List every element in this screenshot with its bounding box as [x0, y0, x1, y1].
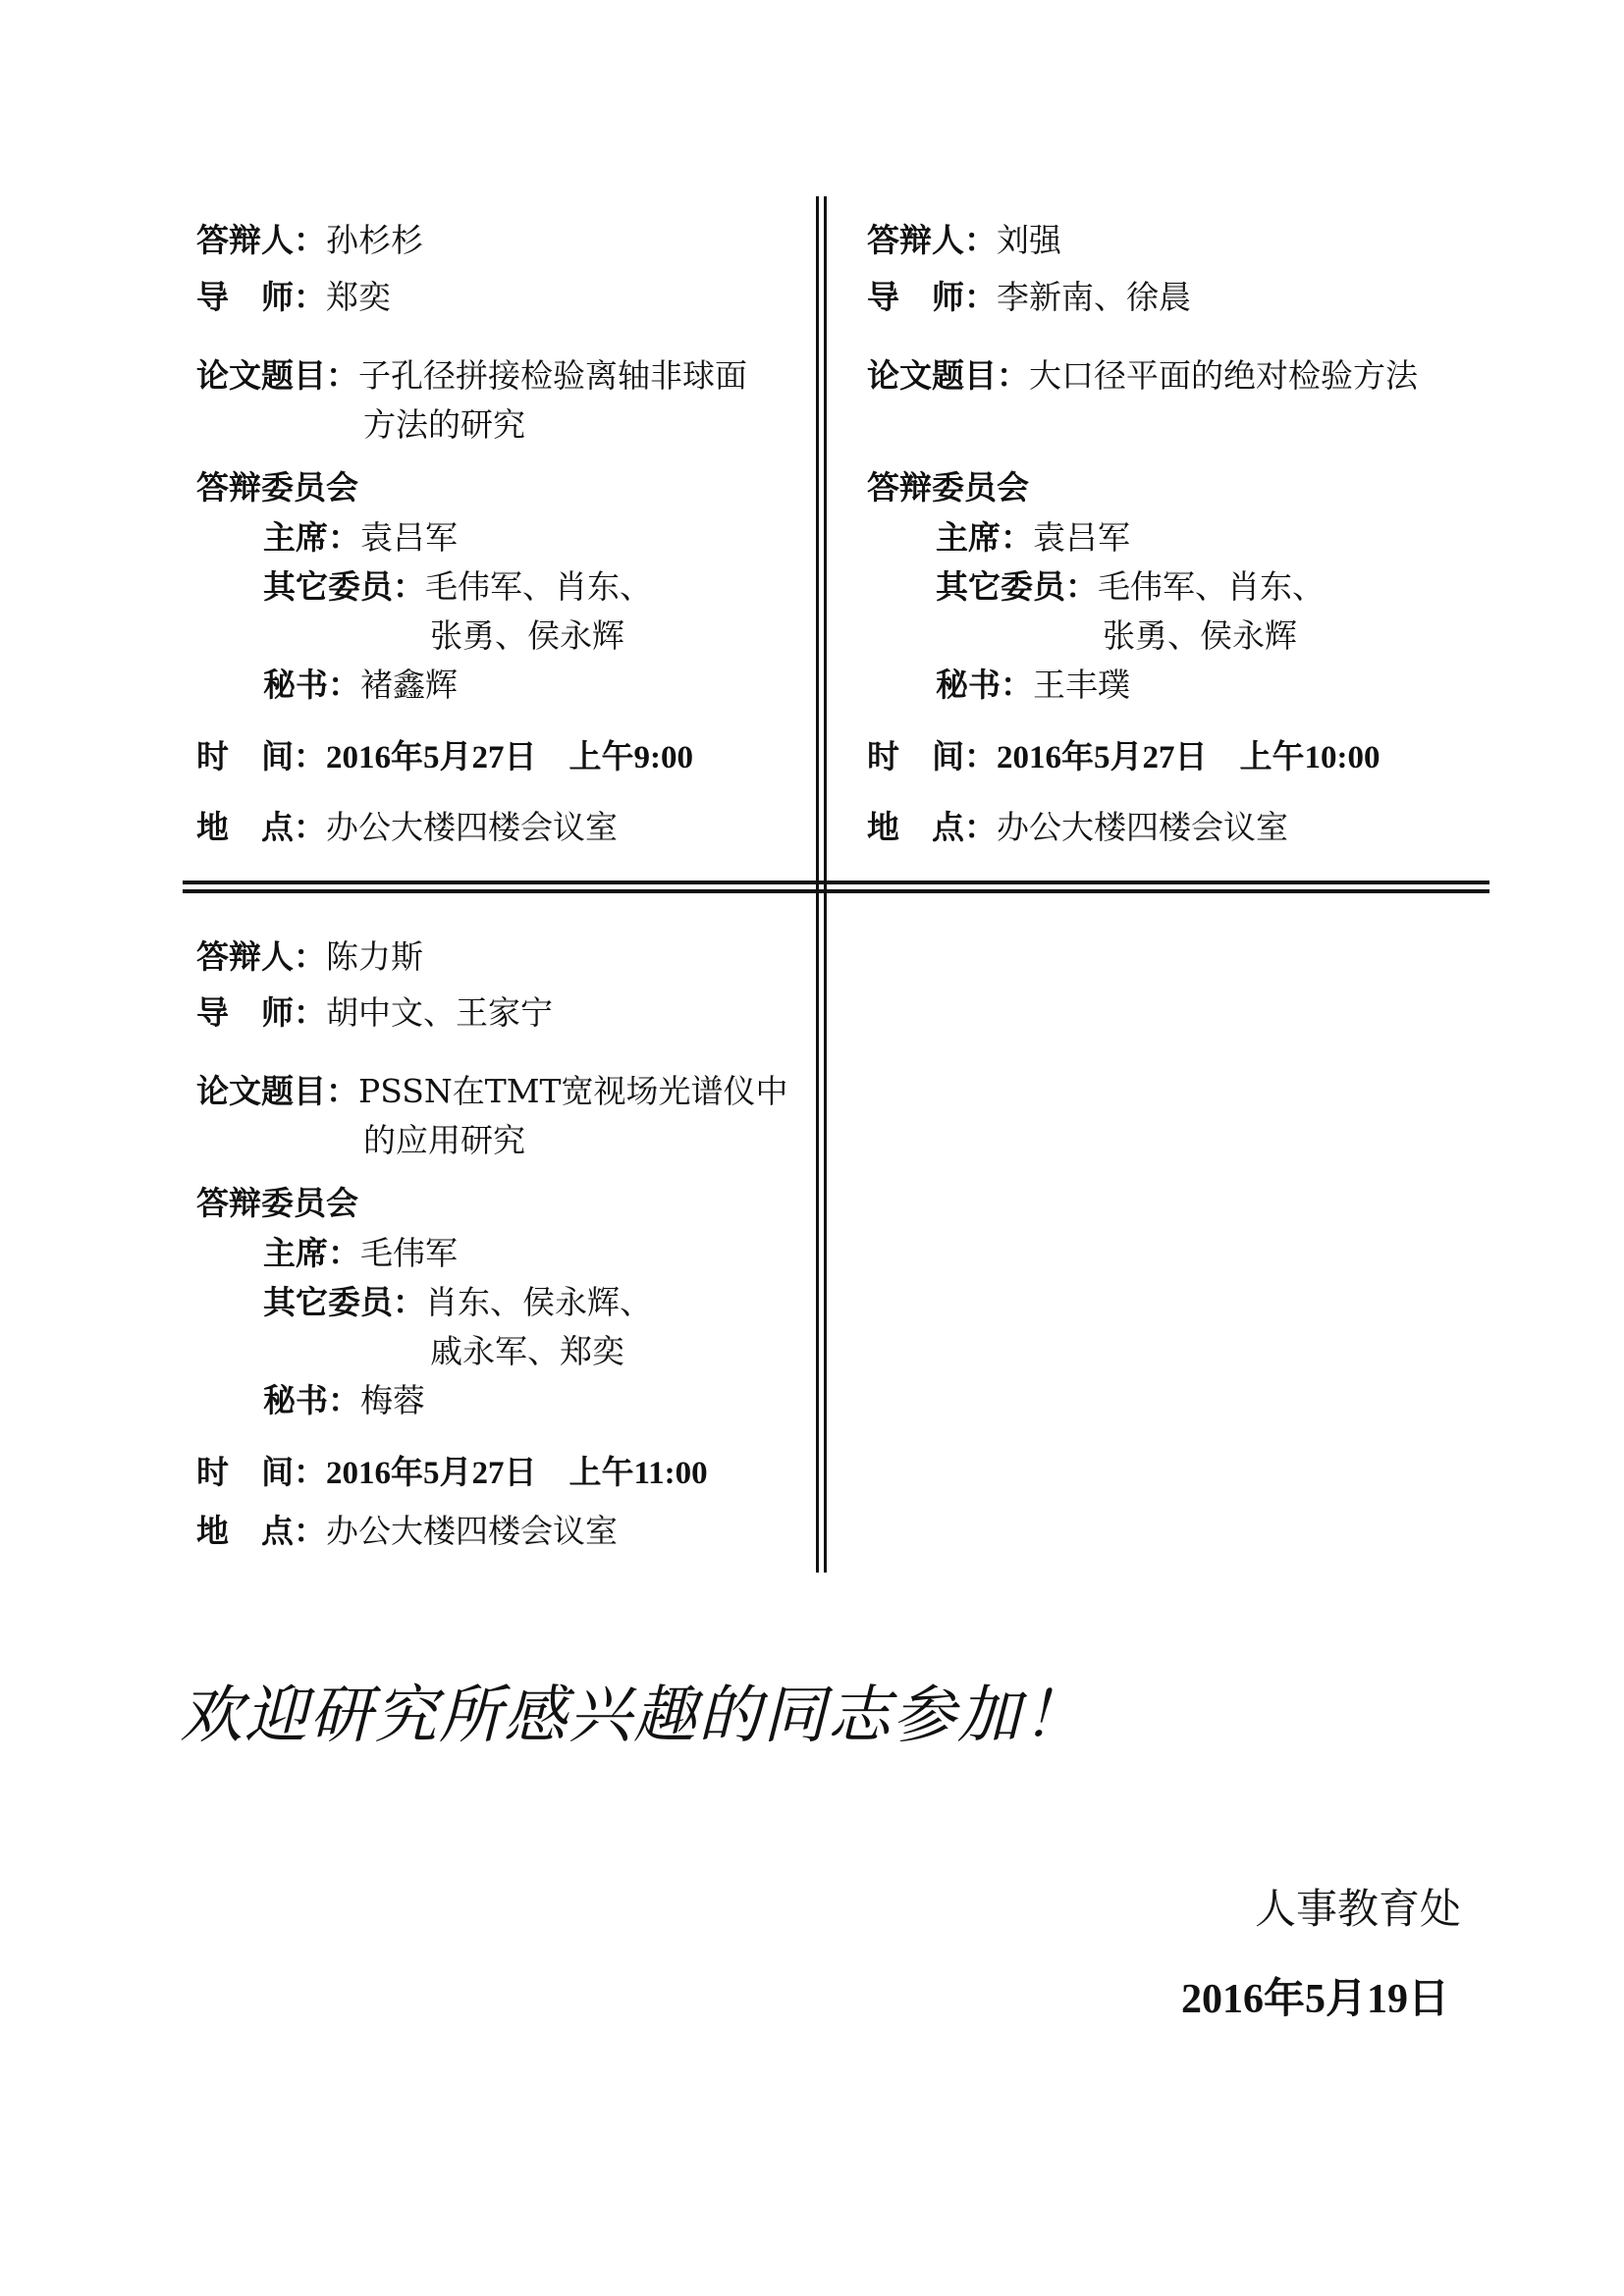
thesis-label: 论文题目：	[196, 1072, 358, 1110]
horizontal-divider-line	[183, 881, 1489, 884]
thesis-title-line1: 子孔径拼接检验离轴非球面	[358, 356, 747, 395]
place-label: 地 点：	[196, 1512, 326, 1550]
thesis-label: 论文题目：	[867, 356, 1029, 395]
horizontal-divider-line	[183, 889, 1489, 893]
thesis-title-line1: PSSN在TMT宽视场光谱仪中	[358, 1072, 788, 1110]
members-row	[263, 1283, 652, 1322]
time-row	[196, 1453, 708, 1493]
members-line2: 张勇、侯永辉	[1103, 616, 1297, 655]
respondent-row	[196, 937, 423, 977]
advisor-name: 李新南、徐晨	[997, 278, 1191, 316]
respondent-name: 陈力斯	[326, 937, 423, 976]
members-line1: 毛伟军、肖东、	[1098, 567, 1325, 606]
place-label: 地 点：	[196, 808, 326, 846]
members-label: 其它委员：	[263, 567, 425, 606]
chair-label: 主席：	[263, 518, 360, 557]
thesis-title-line2: 方法的研究	[363, 405, 525, 444]
welcome-message: 欢迎研究所感兴趣的同志参加！	[180, 1680, 1087, 1752]
thesis-row	[196, 1072, 788, 1111]
place-label: 地 点：	[867, 808, 997, 846]
chair-row	[263, 518, 458, 558]
respondent-label: 答辩人：	[196, 221, 326, 259]
issue-date: 2016年5月19日	[1181, 1977, 1450, 2022]
place-row	[196, 1512, 618, 1551]
thesis-row	[196, 356, 747, 396]
thesis-label: 论文题目：	[196, 356, 358, 395]
secretary-label: 秘书：	[263, 1381, 360, 1419]
members-row	[263, 567, 652, 607]
secretary-row	[936, 666, 1130, 705]
committee-heading: 答辩委员会	[196, 468, 358, 507]
advisor-label: 导 师：	[196, 278, 326, 316]
chair-name: 毛伟军	[360, 1234, 458, 1272]
issuing-department: 人事教育处	[1255, 1885, 1462, 1933]
thesis-row	[867, 356, 1418, 396]
members-line2: 张勇、侯永辉	[430, 616, 624, 655]
time-value: 2016年5月27日 上午10:00	[997, 740, 1380, 775]
chair-label: 主席：	[936, 518, 1033, 557]
members-line1: 肖东、侯永辉、	[425, 1283, 652, 1321]
respondent-label: 答辩人：	[867, 221, 997, 259]
members-line1: 毛伟军、肖东、	[425, 567, 652, 606]
place-value: 办公大楼四楼会议室	[997, 808, 1288, 846]
place-row	[867, 808, 1288, 847]
advisor-label: 导 师：	[196, 993, 326, 1032]
advisor-row	[196, 278, 391, 317]
time-label: 时 间：	[867, 737, 997, 775]
members-line2: 戚永军、郑奕	[430, 1332, 624, 1370]
members-label: 其它委员：	[263, 1283, 425, 1321]
respondent-row	[867, 221, 1061, 260]
members-label: 其它委员：	[936, 567, 1098, 606]
respondent-row	[196, 221, 423, 260]
place-row	[196, 808, 618, 847]
respondent-name: 刘强	[997, 221, 1061, 259]
secretary-row	[263, 1381, 425, 1420]
respondent-name: 孙杉杉	[326, 221, 423, 259]
chair-row	[263, 1234, 458, 1273]
advisor-name: 郑奕	[326, 278, 391, 316]
thesis-title-line1: 大口径平面的绝对检验方法	[1029, 356, 1418, 395]
time-value: 2016年5月27日 上午11:00	[326, 1456, 708, 1491]
vertical-divider-line	[816, 196, 819, 1573]
secretary-row	[263, 666, 458, 705]
respondent-label: 答辩人：	[196, 937, 326, 976]
place-value: 办公大楼四楼会议室	[326, 808, 618, 846]
advisor-row	[196, 993, 553, 1033]
committee-heading: 答辩委员会	[196, 1184, 358, 1222]
chair-row	[936, 518, 1130, 558]
advisor-row	[867, 278, 1191, 317]
time-row	[867, 737, 1380, 777]
time-row	[196, 737, 693, 777]
time-value: 2016年5月27日 上午9:00	[326, 740, 693, 775]
secretary-label: 秘书：	[936, 666, 1033, 704]
committee-heading: 答辩委员会	[867, 468, 1029, 507]
chair-label: 主席：	[263, 1234, 360, 1272]
advisor-name: 胡中文、王家宁	[326, 993, 553, 1032]
thesis-title-line2: 的应用研究	[363, 1121, 525, 1159]
time-label: 时 间：	[196, 737, 326, 775]
place-value: 办公大楼四楼会议室	[326, 1512, 618, 1550]
time-label: 时 间：	[196, 1453, 326, 1491]
members-row	[936, 567, 1325, 607]
secretary-name: 褚鑫辉	[360, 666, 458, 704]
advisor-label: 导 师：	[867, 278, 997, 316]
chair-name: 袁吕军	[360, 518, 458, 557]
vertical-divider-line	[824, 196, 827, 1573]
chair-name: 袁吕军	[1033, 518, 1130, 557]
secretary-name: 王丰璞	[1033, 666, 1130, 704]
secretary-name: 梅蓉	[360, 1381, 425, 1419]
secretary-label: 秘书：	[263, 666, 360, 704]
